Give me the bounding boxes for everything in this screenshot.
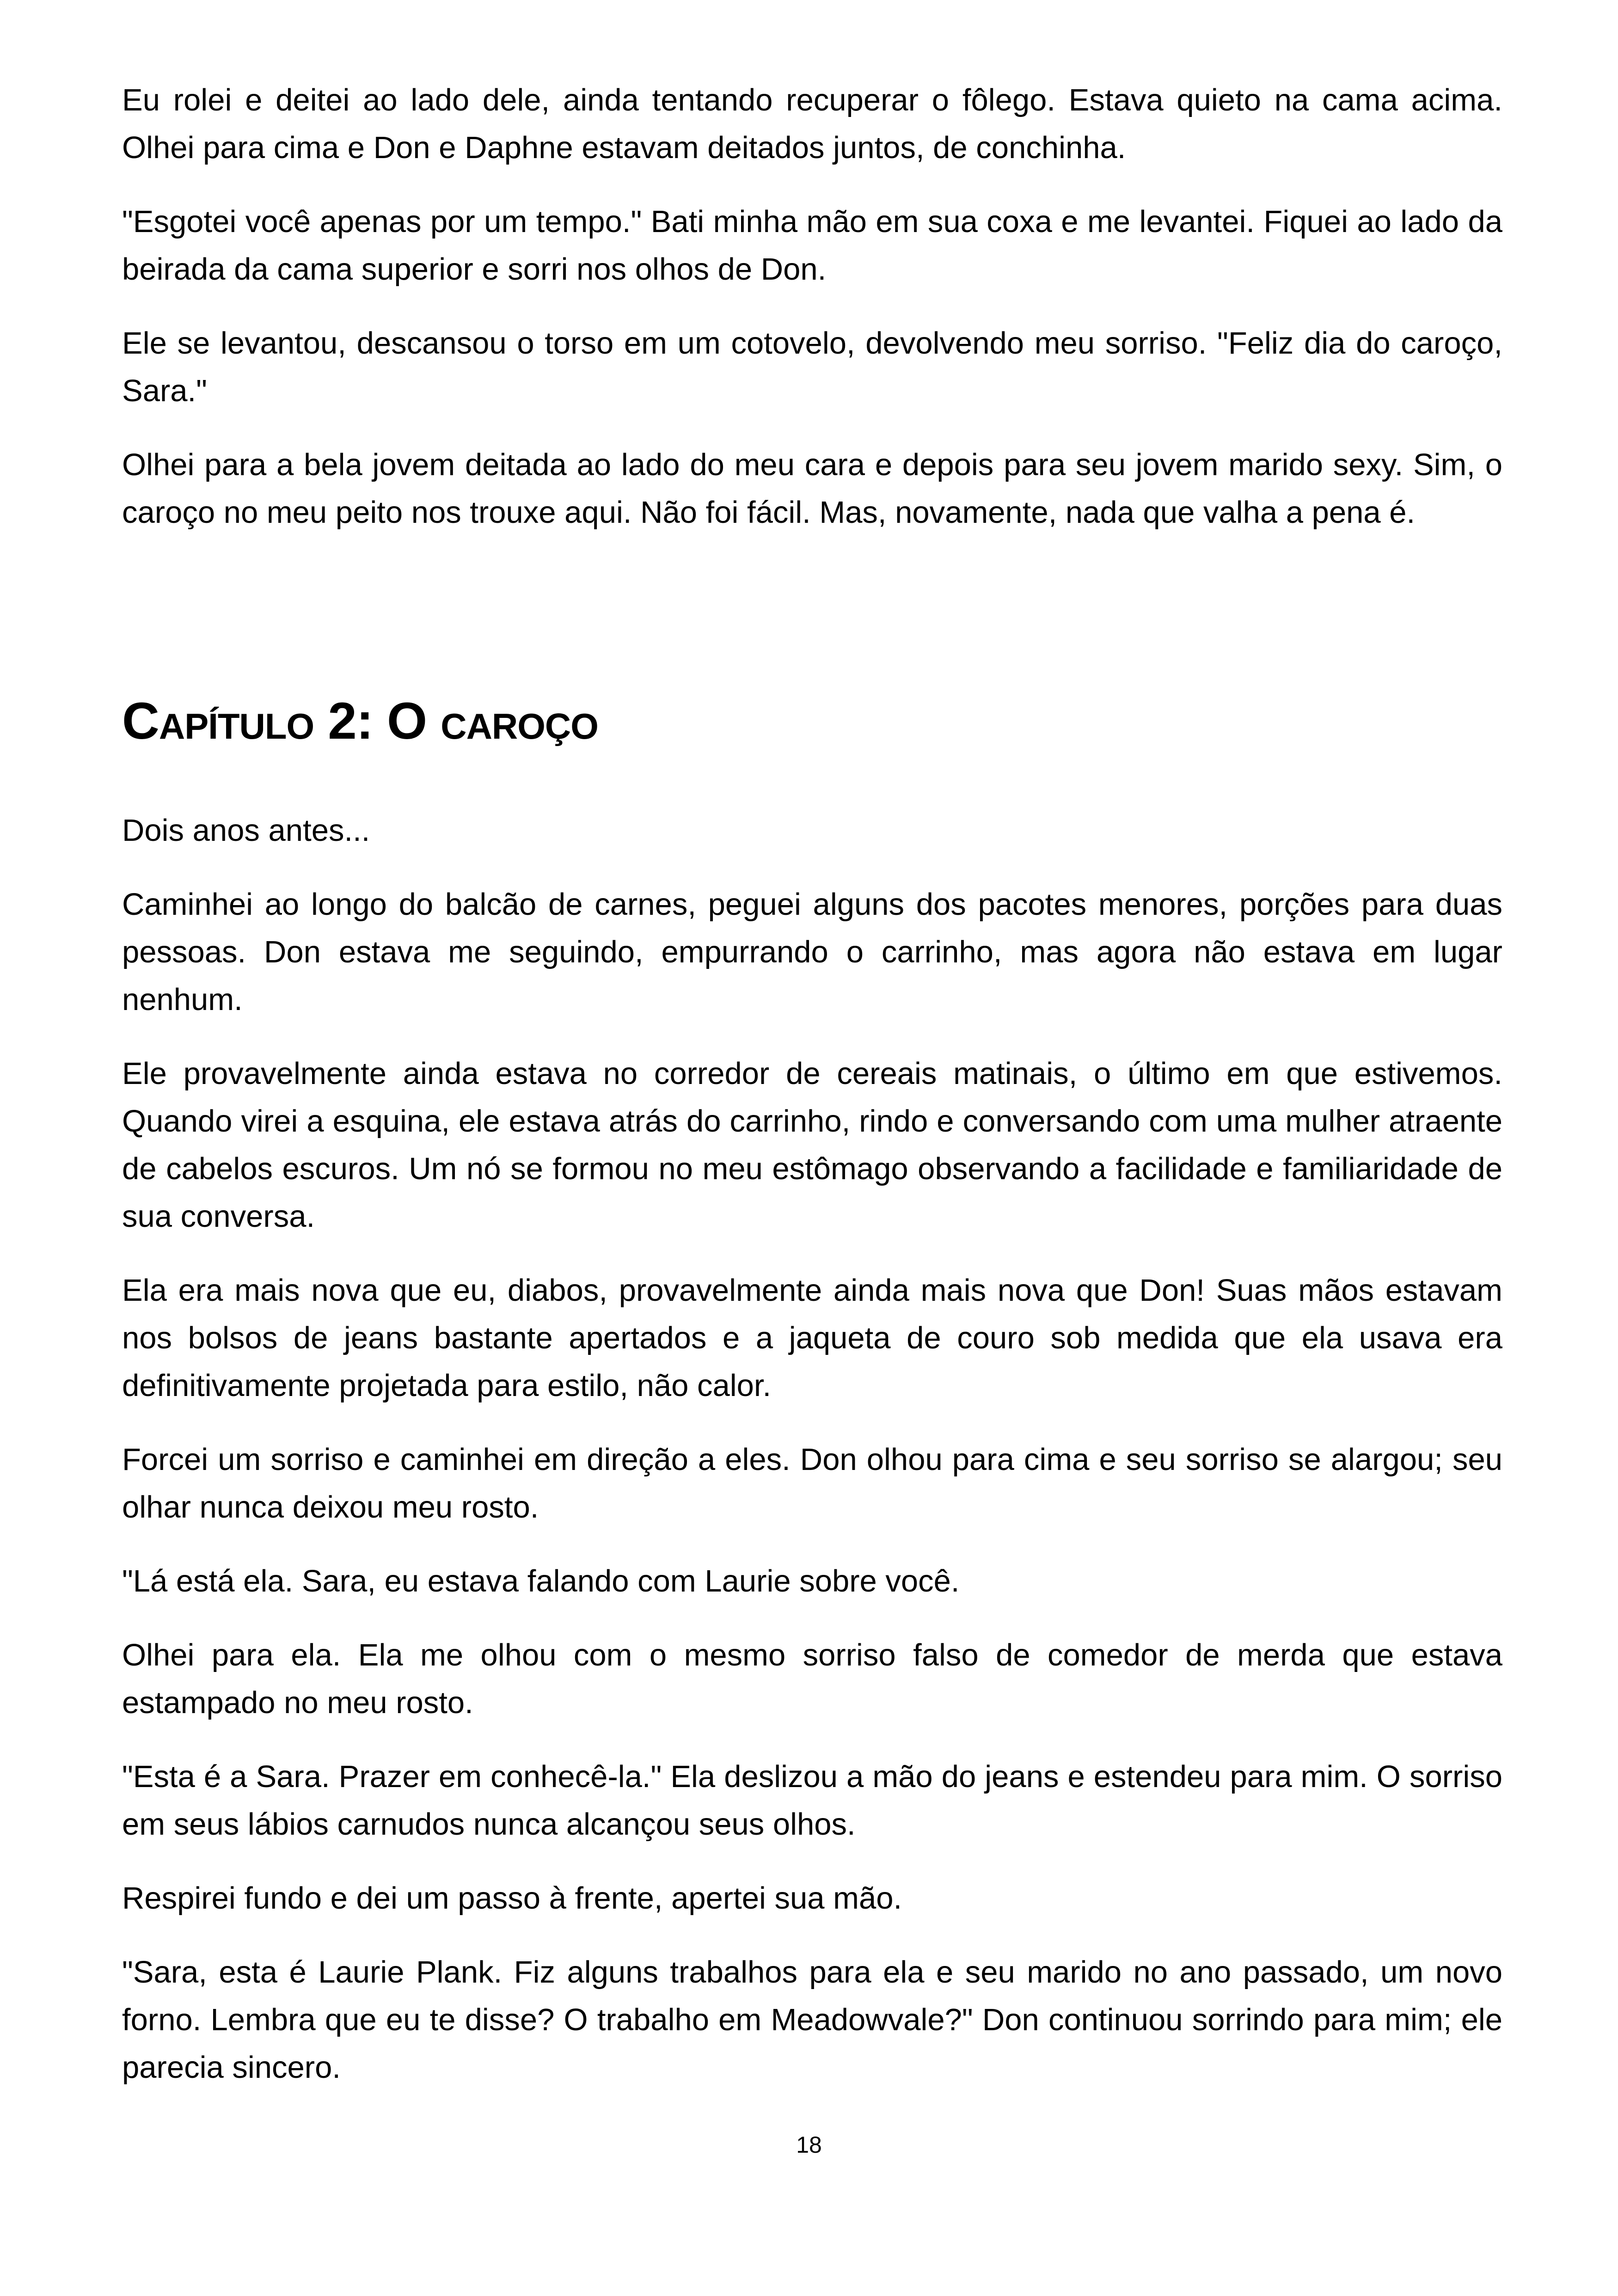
paragraph: "Sara, esta é Laurie Plank. Fiz alguns trabalhos para ela e seu marido no ano passado, um novo forno. Lembra que eu te disse? O trabalho em Meadowvale?" Don continuou sorrindo para mim; ele parecia sincero. bbox=[122, 1955, 1502, 2085]
paragraph: Forcei um sorriso e caminhei em direção a eles. Don olhou para cima e seu sorriso se alargou; seu olhar nunca deixou meu rosto. bbox=[122, 1442, 1502, 1525]
page-number: 18 bbox=[796, 2132, 822, 2158]
paragraph: Caminhei ao longo do balcão de carnes, peguei alguns dos pacotes menores, porções para duas pessoas. Don estava me seguindo, empurrando o carrinho, mas agora não estava em lugar nenhum. bbox=[122, 887, 1502, 1017]
page-body bbox=[122, 76, 1502, 2118]
paragraph: Dois anos antes... bbox=[122, 813, 370, 848]
paragraph: Eu rolei e deitei ao lado dele, ainda tentando recuperar o fôlego. Estava quieto na cama acima. Olhei para cima e Don e Daphne estavam deitados juntos, de conchinha. bbox=[122, 83, 1502, 165]
chapter-title: Capítulo 2: O caroço bbox=[122, 692, 598, 750]
paragraph: Olhei para ela. Ela me olhou com o mesmo sorriso falso de comedor de merda que estava estampado no meu rosto. bbox=[122, 1638, 1502, 1720]
paragraph: Olhei para a bela jovem deitada ao lado do meu cara e depois para seu jovem marido sexy. Sim, o caroço no meu peito nos trouxe aqui. Não foi fácil. Mas, novamente, nada que valha a pena é. bbox=[122, 447, 1502, 530]
paragraph: Respirei fundo e dei um passo à frente, apertei sua mão. bbox=[122, 1881, 902, 1916]
paragraph: "Lá está ela. Sara, eu estava falando com Laurie sobre você. bbox=[122, 1564, 960, 1598]
paragraph: Ele se levantou, descansou o torso em um cotovelo, devolvendo meu sorriso. "Feliz dia do caroço, Sara." bbox=[122, 326, 1502, 408]
paragraph: "Esgotei você apenas por um tempo." Bati minha mão em sua coxa e me levantei. Fiquei ao lado da beirada da cama superior e sorri nos olhos de Don. bbox=[122, 204, 1502, 287]
paragraph: Ela era mais nova que eu, diabos, provavelmente ainda mais nova que Don! Suas mãos estavam nos bolsos de jeans bastante apertados e a jaqueta de couro sob medida que ela usava era definitivamente projetada para estilo, não calor. bbox=[122, 1273, 1502, 1403]
paragraph: Ele provavelmente ainda estava no corredor de cereais matinais, o último em que estivemos. Quando virei a esquina, ele estava atrás do carrinho, rindo e conversando com uma mulher atraente de cabelos escuros. Um nó se formou no meu estômago observando a facilidade e familiaridade de sua conversa. bbox=[122, 1056, 1502, 1234]
paragraph: "Esta é a Sara. Prazer em conhecê-la." Ela deslizou a mão do jeans e estendeu para mim. O sorriso em seus lábios carnudos nunca alcançou seus olhos. bbox=[122, 1759, 1502, 1842]
